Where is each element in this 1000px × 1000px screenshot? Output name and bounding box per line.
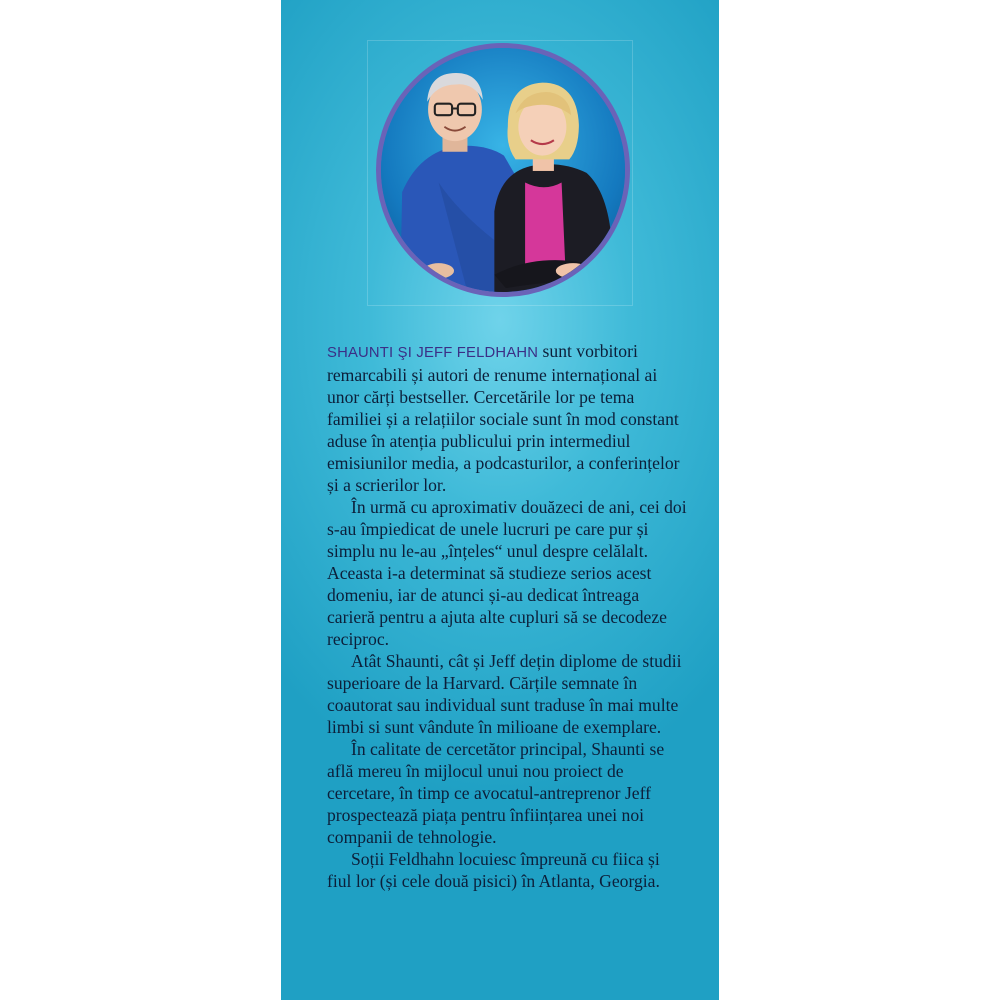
author-portrait-icon (381, 48, 625, 292)
bio-paragraph-5: Soții Feldhahn locuiesc împreună cu fiica și fiul lor (și cele două pisici) în Atlanta, Georgia. (327, 849, 660, 891)
book-flap-panel (281, 0, 719, 1000)
author-names: SHAUNTI ŞI JEFF FELDHAHN (327, 345, 539, 361)
bio-paragraph-1-text: sunt vorbitori remarcabili și autori de renume internațional ai unor cărți bestseller. Cercetările lor pe tema familiei și a relațiilor sociale sunt în mod constant aduse în atenția publicului prin intermediul emisiunilor media, a podcasturilor, a conferințelor și a scrierilor lor. (327, 341, 680, 495)
author-photo (376, 43, 630, 297)
bio-paragraph-2: În urmă cu aproximativ douăzeci de ani, cei doi s-au împiedicat de unele lucruri pe care pur și simplu nu le-au „înțeles“ unul despre celălalt. Aceasta i-a determinat să studieze serios acest domeniu, iar de atunci și-au dedicat întreaga carieră pentru a ajuta alte cupluri să se decodeze reciproc. (327, 497, 687, 649)
bio-paragraph-4: În calitate de cercetător principal, Shaunti se află mereu în mijlocul unui nou proiect de cercetare, în timp ce avocatul-antreprenor Jeff prospectează piața pentru înființarea unei noi companii de tehnologie. (327, 739, 665, 847)
bio-paragraph-1 (327, 340, 687, 496)
author-bio (327, 340, 687, 892)
bio-paragraph-3: Atât Shaunti, cât și Jeff dețin diplome de studii superioare de la Harvard. Cărțile semnate în coautorat sau individual sunt traduse în mai multe limbi si sunt vândute în milioane de exemplare. (327, 651, 682, 737)
